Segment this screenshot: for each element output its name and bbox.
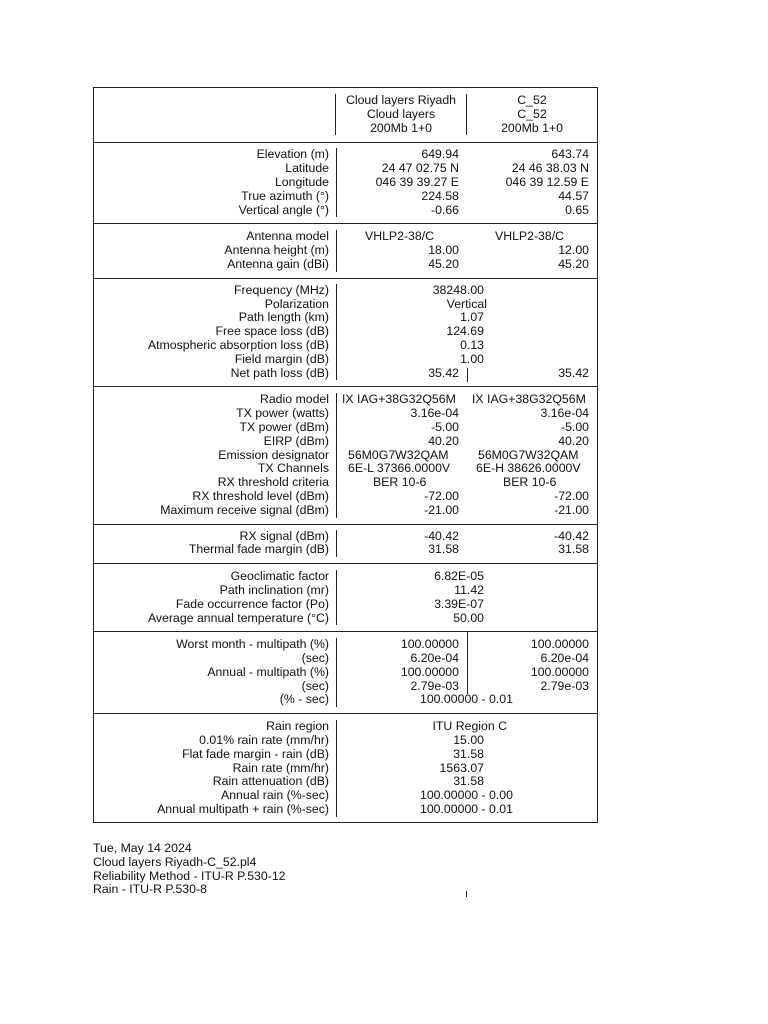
row-label: Longitude [274, 174, 329, 189]
shared-value: 6.82E-05 [434, 569, 484, 584]
value-a: 56M0G7W32QAM [348, 447, 449, 462]
value-b: 24 46 38.03 N [511, 161, 589, 176]
report-footer [93, 842, 286, 897]
shared-value: 31.58 [453, 746, 484, 761]
row-label: Path inclination (mr) [219, 582, 329, 597]
site-a-name: Cloud layers Riyadh [345, 93, 457, 107]
column-divider [467, 368, 468, 382]
rain-section [94, 713, 597, 822]
reliability-method: Reliability Method - ITU-R P.530-12 [93, 868, 286, 883]
climate-labels [94, 570, 337, 625]
value-b: 6.20e-04 [540, 651, 589, 666]
site-b-config: 200Mb 1+0 [501, 120, 563, 135]
row-label: (sec) [301, 651, 329, 666]
value-a: VHLP2-38/C [365, 229, 435, 244]
row-label: Maximum receive signal (dBm) [160, 502, 329, 517]
row-label: Path length (km) [238, 310, 329, 325]
shared-value: 100.00000 - 0.01 [420, 692, 513, 707]
value-a: -0.66 [430, 202, 459, 217]
row-label: (sec) [301, 678, 329, 693]
site-b-name: C_52 [517, 93, 547, 107]
value-a: 100.00000 [400, 664, 459, 679]
row-label: Atmospheric absorption loss (dB) [147, 337, 329, 352]
shared-value: 1563.07 [439, 760, 484, 775]
row-label: Free space loss (dB) [215, 324, 329, 339]
value-a: 046 39 39.27 E [375, 174, 459, 189]
row-label: Rain attenuation (dB) [212, 774, 329, 789]
value-b: 046 39 12.59 E [505, 174, 589, 189]
value-b: 0.65 [565, 202, 589, 217]
shared-value: 11.42 [454, 582, 484, 597]
shared-value: 1.00 [460, 351, 484, 366]
multipath-section [94, 631, 597, 713]
link-report-table [93, 87, 598, 823]
rain-method: Rain - ITU-R P.530-8 [93, 882, 207, 897]
value-b: VHLP2-38/C [495, 229, 565, 244]
shared-value: ITU Region C [432, 719, 507, 734]
row-label: Frequency (MHz) [234, 282, 329, 297]
value-a: 45.20 [428, 256, 459, 271]
value-b: -21.00 [554, 502, 589, 517]
header-section [94, 88, 597, 142]
multipath-labels [94, 638, 337, 707]
row-label: Worst month - multipath (%) [176, 637, 329, 652]
value-a: 40.20 [428, 433, 459, 448]
value-a: 6.20e-04 [410, 651, 459, 666]
value-a: BER 10-6 [373, 475, 427, 490]
geo-section [94, 142, 597, 223]
shared-value: 50.00 [453, 610, 484, 625]
rain-labels [94, 720, 337, 817]
report-filename: Cloud layers Riyadh-C_52.pl4 [93, 854, 257, 869]
shared-value: 31.58 [453, 774, 484, 789]
shared-value: 38248.00 [432, 282, 484, 297]
row-label: 0.01% rain rate (mm/hr) [199, 733, 329, 748]
report-date: Tue, May 14 2024 [93, 841, 192, 855]
radio-labels [94, 393, 337, 517]
site-a-subname: Cloud layers [366, 106, 436, 121]
row-label: Annual multipath + rain (%-sec) [157, 802, 329, 817]
geo-labels [94, 148, 337, 217]
value-a: 2.79e-03 [410, 678, 459, 693]
radio-values [337, 393, 597, 517]
value-b: -40.42 [554, 528, 589, 543]
path-labels [94, 284, 337, 381]
net-loss-a: 35.42 [428, 365, 459, 380]
signal-values [337, 530, 597, 558]
value-b: BER 10-6 [503, 475, 557, 490]
header-label-column [94, 94, 336, 135]
antenna-section [94, 223, 597, 277]
value-b: 643.74 [551, 147, 589, 162]
value-b: 12.00 [558, 243, 589, 258]
shared-value: 1.07 [460, 310, 484, 325]
value-a: 24 47 02.75 N [381, 161, 459, 176]
path-values [337, 284, 597, 381]
radio-section [94, 386, 597, 523]
multipath-values [337, 638, 597, 707]
row-label: Polarization [264, 296, 329, 311]
row-label: Average annual temperature (°C) [147, 610, 329, 625]
value-b: 31.58 [558, 542, 589, 557]
row-label: Rain rate (mm/hr) [232, 760, 329, 775]
column-divider [467, 632, 468, 694]
geo-values [337, 148, 597, 217]
site-b-header [466, 94, 597, 135]
row-label: Vertical angle (°) [238, 202, 329, 217]
value-b: 56M0G7W32QAM [478, 447, 579, 462]
value-b: -5.00 [560, 419, 589, 434]
value-b: 2.79e-03 [540, 678, 589, 693]
net-loss-b: 35.42 [558, 365, 589, 380]
row-label: Latitude [285, 161, 329, 176]
row-label: (% - sec) [279, 692, 329, 707]
antenna-values [337, 230, 597, 271]
row-label: Annual - multipath (%) [207, 664, 329, 679]
page-mark [466, 891, 467, 897]
row-label: EIRP (dBm) [263, 433, 329, 448]
value-b: IX IAG+38G32Q56M [472, 392, 586, 407]
row-label: TX power (watts) [236, 406, 329, 421]
row-label: Flat fade margin - rain (dB) [182, 746, 329, 761]
shared-value: 15.00 [453, 733, 484, 748]
antenna-labels [94, 230, 337, 271]
row-label: Antenna height (m) [224, 243, 329, 258]
shared-value: 3.39E-07 [434, 596, 484, 611]
value-b: 6E-H 38626.0000V [476, 461, 581, 476]
value-a: 649.94 [421, 147, 459, 162]
signal-section [94, 524, 597, 564]
row-label: TX Channels [257, 461, 329, 476]
site-a-config: 200Mb 1+0 [370, 120, 432, 135]
value-a: 224.58 [421, 188, 459, 203]
shared-value: Vertical [446, 296, 487, 311]
row-label: Radio model [259, 392, 329, 407]
value-b: 100.00000 [530, 664, 589, 679]
value-a: -40.42 [424, 528, 459, 543]
row-label: TX power (dBm) [239, 419, 329, 434]
value-a: IX IAG+38G32Q56M [342, 392, 456, 407]
value-b: -72.00 [554, 488, 589, 503]
shared-value: 100.00000 - 0.00 [420, 788, 513, 803]
row-label: RX threshold criteria [217, 475, 329, 490]
row-label: Antenna model [246, 229, 329, 244]
row-label: Annual rain (%-sec) [221, 788, 329, 803]
shared-value: 100.00000 - 0.01 [420, 802, 513, 817]
value-a: 3.16e-04 [410, 406, 459, 421]
row-label: RX signal (dBm) [239, 528, 329, 543]
value-a: -72.00 [424, 488, 459, 503]
shared-value: 124.69 [446, 324, 484, 339]
rain-values [337, 720, 597, 817]
header-values [336, 94, 597, 135]
value-a: 18.00 [428, 243, 459, 258]
row-label: Geoclimatic factor [230, 569, 329, 584]
row-label: Thermal fade margin (dB) [188, 542, 329, 557]
site-a-header [336, 94, 466, 135]
shared-value: 0.13 [460, 337, 484, 352]
row-label: Field margin (dB) [234, 351, 329, 366]
signal-labels [94, 530, 337, 558]
climate-section [94, 563, 597, 631]
row-label: Rain region [266, 719, 329, 734]
value-a: 100.00000 [400, 637, 459, 652]
value-b: 45.20 [558, 256, 589, 271]
row-label: Net path loss (dB) [230, 365, 329, 380]
row-label: Elevation (m) [256, 147, 329, 162]
row-label: Fade occurrence factor (Po) [175, 596, 329, 611]
climate-values [337, 570, 597, 625]
value-b: 40.20 [558, 433, 589, 448]
value-a: 6E-L 37366.0000V [348, 461, 451, 476]
value-a: 31.58 [428, 542, 459, 557]
row-label: Antenna gain (dBi) [227, 256, 329, 271]
site-b-subname: C_52 [517, 106, 547, 121]
row-label: RX threshold level (dBm) [192, 488, 329, 503]
value-b: 100.00000 [530, 637, 589, 652]
value-a: -5.00 [430, 419, 459, 434]
value-a: -21.00 [424, 502, 459, 517]
path-section [94, 278, 597, 387]
value-b: 3.16e-04 [540, 406, 589, 421]
row-label: Emission designator [218, 447, 329, 462]
value-b: 44.57 [558, 188, 589, 203]
row-label: True azimuth (°) [241, 188, 329, 203]
